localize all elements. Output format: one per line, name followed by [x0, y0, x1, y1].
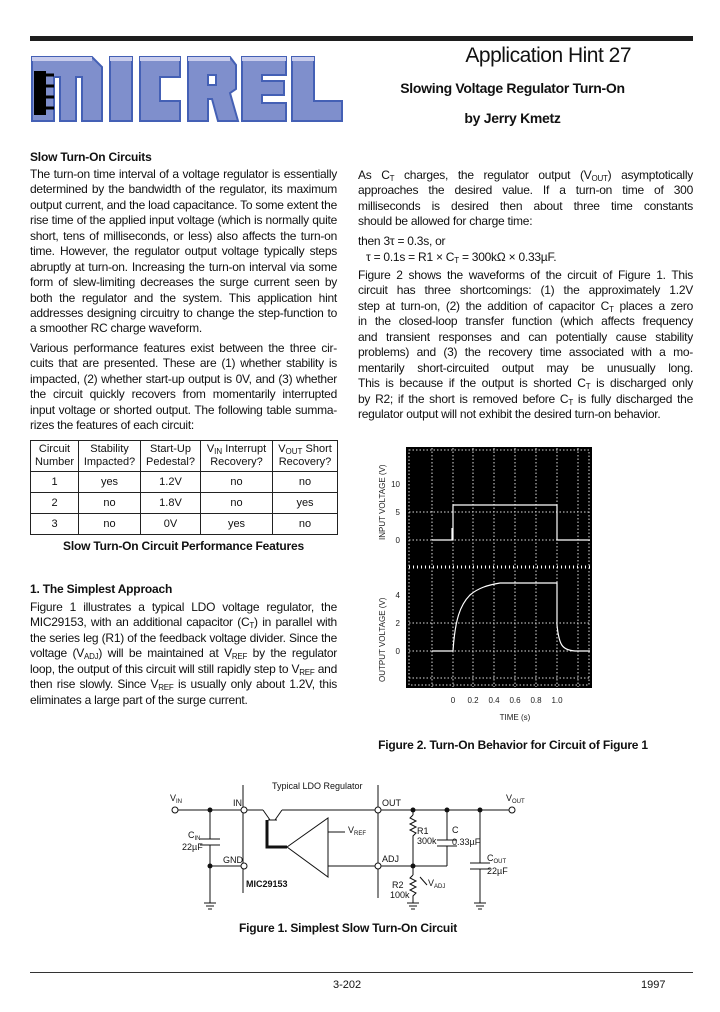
table-cell: no — [79, 493, 141, 514]
text-line: input voltage or shorted output. The following table summa- — [30, 402, 337, 417]
shortcomings-paragraph — [358, 268, 693, 422]
text-line: determined by the bandwidth of the regulator, its maximum — [30, 182, 337, 197]
part-number: MIC29153 — [246, 879, 288, 889]
table-cell: 0V — [141, 514, 201, 535]
pin-gnd: GND — [223, 855, 243, 865]
performance-table-block — [30, 440, 337, 553]
table-cell: no — [201, 472, 273, 493]
header-startup: Start-Up Pedestal? — [141, 441, 201, 472]
features-paragraph — [30, 341, 337, 434]
text-line: problems) and (3) the recovery time associated with a mo- — [358, 345, 693, 360]
table-cell: 1.2V — [141, 472, 201, 493]
text-line: circuit has three shortcomings: (1) the approximately 1.2V — [358, 283, 693, 298]
table-row — [31, 514, 338, 535]
text-line: loop, the output of this circuit will still rapidly step to $V_{REF}$ and — [30, 661, 338, 677]
text-line: cuits that are presented. These are (1) whether stability is — [30, 356, 337, 371]
regulator-title: Typical LDO Regulator — [272, 781, 363, 791]
input-tick: 5 — [395, 508, 400, 517]
pin-out: OUT — [382, 798, 401, 808]
time-tick: 0.4 — [488, 696, 500, 705]
table-cell: no — [201, 493, 273, 514]
text-line: eliminates a large part of the surge current. — [30, 692, 248, 707]
table-cell: yes — [273, 493, 338, 514]
text-line: milliseconds is desired then about three time constants — [358, 198, 693, 213]
figure-1-schematic — [160, 775, 550, 915]
output-tick: 4 — [395, 591, 400, 600]
input-axis-label: INPUT VOLTAGE (V) — [378, 464, 387, 540]
text-line: As $C_T$ charges, the regulator output $(V_{OUT})$ asymptotically — [358, 168, 693, 183]
vout-label: $V_{OUT}$ — [506, 793, 525, 805]
text-line: the series leg (R1) of the feedback voltage divider. Since the — [30, 630, 337, 645]
time-tick: 1.0 — [551, 696, 563, 705]
text-line: in the closed-loop transfer function (which affects frequency — [358, 314, 693, 329]
table-cell: 1 — [31, 472, 79, 493]
simplest-approach-paragraph — [30, 600, 337, 708]
table-cell: 3 — [31, 514, 79, 535]
input-tick: 10 — [391, 480, 400, 489]
text-line: form of slew-limiting decreases the surge current seen by — [30, 275, 337, 290]
text-line: short, tens of milliseconds, or less) also affects the turn-on — [30, 228, 337, 243]
text-line: by R2; if the short is removed before $C_T$ is fully discharged the — [358, 391, 693, 407]
figure-1-caption: Figure 1. Simplest Slow Turn-On Circuit — [239, 921, 457, 935]
r1-label: R1 — [417, 826, 429, 836]
pin-adj: ADJ — [382, 854, 400, 864]
cout-label: $C_{OUT}$ — [487, 853, 507, 865]
input-tick: 0 — [395, 536, 400, 545]
text-line: a smoother RC charge waveform. — [30, 321, 202, 336]
time-tick: 0 — [450, 696, 456, 705]
table-row — [31, 493, 338, 514]
vref-label: $V_{REF}$ — [348, 825, 367, 837]
text-line: Figure 2 shows the waveforms of the circuit of Figure 1. This — [358, 268, 693, 282]
figure-2-oscilloscope — [360, 440, 600, 730]
c-value: 0.33µF — [452, 837, 481, 847]
table-cell: yes — [201, 514, 273, 535]
text-line: should be allowed for charge time: — [358, 214, 533, 229]
text-line: approaches the desired value. If a turn-on time of 300 — [358, 183, 693, 198]
vadj-label: $V_{ADJ}$ — [428, 878, 446, 890]
text-line: Figure 1 illustrates a typical LDO voltage regulator, the — [30, 600, 337, 614]
text-line: output current, and the load capacitance. To some extent the — [30, 197, 337, 212]
footer-rule — [30, 972, 693, 973]
time-tick: 0.2 — [467, 696, 479, 705]
table-cell: 2 — [31, 493, 79, 514]
table-cell: 1.8V — [141, 493, 201, 514]
header-circuit-number: Circuit Number — [31, 441, 79, 472]
text-line: step at turn-on, (2) the addition of capacitor $C_T$ places a zero — [358, 298, 693, 314]
header-vin-interrupt: $V_{IN}$ Interrupt Recovery? — [201, 441, 273, 472]
text-line: MIC29153, with an additional capacitor $(C_T)$ in parallel with — [30, 615, 337, 631]
text-line: Various performance features exist between the three cir- — [30, 341, 337, 355]
text-line: both the regulator and the system. This application hint — [30, 290, 337, 305]
cin-value: 22µF — [182, 842, 203, 852]
table-cell: no — [273, 514, 338, 535]
r1-value: 300k — [417, 836, 437, 846]
time-tick: 0.8 — [530, 696, 542, 705]
table-cell: no — [79, 514, 141, 535]
c-label: C — [452, 825, 459, 835]
document-subtitle: Slowing Voltage Regulator Turn-On — [400, 80, 625, 96]
header-vout-short: $V_{OUT}$ Short Recovery? — [273, 441, 338, 472]
r2-value: 100k — [390, 890, 410, 900]
text-line: rise time of the applied input voltage (which is normally quite — [30, 213, 337, 228]
page-number: 3-202 — [333, 979, 362, 991]
table-header-row — [31, 441, 338, 472]
micrel-logo — [30, 55, 345, 125]
charge-paragraph — [358, 168, 693, 230]
vout-label: $V_{OUT}$ — [278, 443, 303, 456]
section-heading-simplest-approach: 1. The Simplest Approach — [30, 582, 173, 596]
text-line: rizes the features of each circuit: — [30, 418, 194, 433]
cout-value: 22µF — [487, 866, 508, 876]
r2-label: R2 — [392, 880, 404, 890]
cin-label: $C_{IN}$ — [188, 830, 201, 842]
vin-label: $V_{IN}$ — [170, 793, 183, 805]
performance-table — [30, 440, 338, 535]
time-axis-label: TIME (s) — [499, 713, 531, 722]
table-cell: no — [273, 472, 338, 493]
text-line: voltage $(V_{ADJ})$ will be maintained at $V_{REF}$ by the regulator — [30, 646, 337, 662]
equation-1: then 3τ = 0.3s, or — [358, 234, 446, 248]
header-stability: Stability Impacted? — [79, 441, 141, 472]
text-line: addresses designing circuitry to change the step-function to — [30, 305, 337, 320]
text-line: regulator output will not exhibit the desired turn-on behavior. — [358, 406, 661, 421]
text-line: mentarily short-circuited output may be unusually long. — [358, 360, 693, 375]
header-rule — [30, 36, 693, 41]
intro-paragraph — [30, 167, 337, 337]
document-title: Application Hint 27 — [465, 44, 631, 67]
time-tick: 0.6 — [509, 696, 521, 705]
output-tick: 2 — [395, 619, 400, 628]
output-axis-label: OUTPUT VOLTAGE (V) — [378, 597, 387, 682]
footer-year: 1997 — [641, 979, 666, 991]
author-byline: by Jerry Kmetz — [464, 110, 561, 126]
output-tick: 0 — [395, 647, 400, 656]
table-row — [31, 472, 338, 493]
text-line: the circuit quickly recovers from momentarily interrupted — [30, 387, 337, 402]
pin-in: IN — [233, 798, 242, 808]
equation-2: $\tau = 0.1s = R1 \times C_T = 300k\Omega \times 0.33\mu F$. — [366, 250, 557, 265]
text-line: abruptly at turn-on. Increasing the turn-on interval via some — [30, 259, 337, 274]
text-line: and transient responses and can potentially cause stability — [358, 329, 693, 344]
text-line: then rise slowly. Since $V_{REF}$ is usually only about 1.2V, this — [30, 677, 337, 693]
table-cell: yes — [79, 472, 141, 493]
section-heading-slow-turn-on: Slow Turn-On Circuits — [30, 150, 152, 164]
text-line: impacted, (2) whether start-up output is 0V, and (3) whether — [30, 371, 337, 386]
vin-label: $V_{IN}$ — [206, 443, 223, 456]
text-line: time. However, the regulator output voltage typically steps — [30, 244, 337, 259]
text-line: The turn-on time interval of a voltage regulator is essentially — [30, 167, 337, 181]
figure-2-caption: Figure 2. Turn-On Behavior for Circuit of Figure 1 — [378, 738, 648, 752]
table-caption: Slow Turn-On Circuit Performance Features — [63, 539, 304, 553]
text-line: This is because if the output is shorted $C_T$ is discharged only — [358, 376, 694, 392]
